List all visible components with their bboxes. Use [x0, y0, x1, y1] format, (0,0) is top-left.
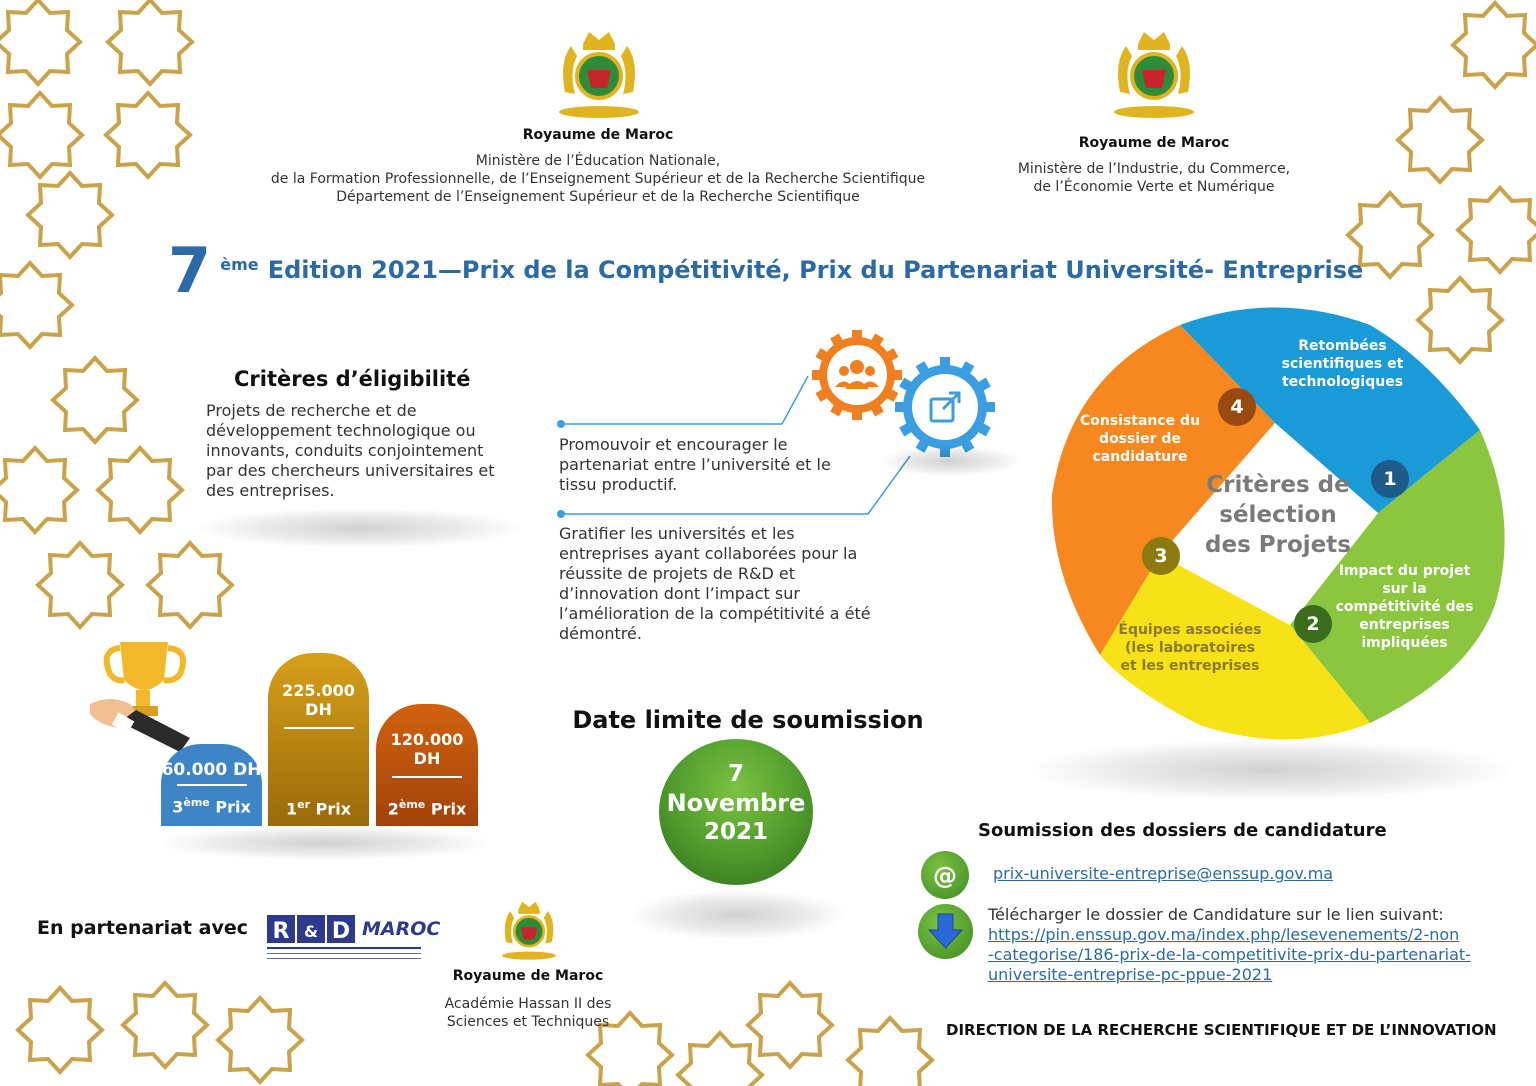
submission-heading: Soumission des dossiers de candidature — [978, 820, 1387, 841]
eligibility-text: Projets de recherche et de développement technologique ou innovants, conduits conjointement par des chercheurs universitaires et des entreprises. — [206, 401, 495, 500]
coat-of-arms-left — [553, 22, 645, 120]
academy-line: Académie Hassan II des — [444, 996, 612, 1012]
segment-4-text: Consistance du dossier de candidature — [1079, 413, 1201, 465]
deadline-year: 2021 — [703, 819, 768, 845]
email-link[interactable]: prix-universite-entreprise@enssup.gov.ma — [993, 864, 1334, 883]
rd-logo-text: MAROC — [362, 918, 441, 940]
prize-second-amount: 120.000 DH — [390, 730, 464, 768]
prize-third-amount: 60.000 DH — [161, 760, 262, 780]
prize-third-block — [161, 744, 262, 826]
deadline-day: 7 — [727, 761, 744, 787]
partnership-label: En partenariat avec — [37, 917, 248, 939]
prize-second-block — [376, 704, 478, 826]
edition-title — [168, 234, 1364, 307]
edition-title-text: Edition 2021—Prix de la Compétitivité, Prix du Partenariat Université- Entreprise — [267, 256, 1364, 284]
kingdom-title: Royaume de Maroc — [522, 127, 674, 143]
kingdom-title: Royaume de Maroc — [1078, 135, 1230, 151]
segment-4-number: 4 — [1218, 388, 1256, 426]
download-link[interactable] — [988, 925, 1478, 985]
eligibility-heading: Critères d’éligibilité — [234, 367, 471, 391]
prize-second-rank: 2 — [387, 799, 399, 818]
svg-text:D: D — [331, 919, 351, 944]
svg-text:@: @ — [933, 862, 957, 890]
direction-footer: DIRECTION DE LA RECHERCHE SCIENTIFIQUE ET DE L’INNOVATION — [946, 1021, 1497, 1039]
ministry-line: Ministère de l’Industrie, du Commerce, — [1017, 161, 1291, 177]
email-badge — [921, 851, 969, 899]
ministry-line: Département de l’Enseignement Supérieur et de la Recherche Scientifique — [336, 189, 860, 205]
download-link-line: -categorise/186-prix-de-la-competitivite-prix-du-partenariat- — [988, 945, 1471, 964]
trophy-hand — [80, 634, 190, 754]
download-intro: Télécharger le dossier de Candidature sur le lien suivant: — [988, 905, 1444, 924]
prize-second-label — [376, 798, 478, 818]
moroccan-coat-of-arms-icon — [1108, 22, 1200, 120]
gear-people — [812, 330, 902, 420]
download-link-line: https://pin.enssup.gov.ma/index.php/lesevenements/2-non — [988, 925, 1460, 944]
at-icon — [921, 851, 969, 899]
prize-first-block — [268, 653, 369, 826]
shadow — [160, 826, 490, 860]
svg-text:&: & — [304, 922, 318, 941]
prize-second-word: Prix — [430, 799, 467, 818]
segment-3-number: 3 — [1142, 537, 1180, 575]
segment-2-number: 2 — [1294, 605, 1332, 643]
kingdom-title: Royaume de Maroc — [452, 968, 604, 984]
ministry-line: de la Formation Professionnelle, de l’Enseignement Supérieur et de la Recherche Scientifique — [270, 171, 926, 187]
segment-3-text: Équipes associées (les laboratoires et les entreprises — [1118, 622, 1262, 674]
ministry-line: Ministère de l’Éducation Nationale, — [475, 153, 721, 169]
svg-text:R: R — [272, 919, 290, 944]
prize-third-suffix: ème — [183, 796, 210, 809]
shadow — [630, 890, 845, 940]
ministry-line: de l’Économie Verte et Numérique — [1033, 179, 1275, 195]
shadow — [200, 508, 520, 548]
deadline-heading: Date limite de soumission — [572, 706, 924, 734]
edition-suffix: ème — [220, 255, 259, 274]
prize-first-amount: 225.000 DH — [282, 681, 355, 719]
objective-item-2: Gratifier les universités et les entreprises ayant collaborées pour la réussite de projets de R&D et d’innovation dont l’impact sur l’amélioration de la compétitivité a été démontré. — [559, 524, 871, 643]
coat-of-arms-academy — [497, 895, 561, 961]
download-link-line: universite-entreprise-pc-ppue-2021 — [988, 965, 1273, 984]
gear-share — [895, 357, 995, 457]
moroccan-coat-of-arms-icon — [553, 22, 645, 120]
segment-2-text: Impact du projet sur la compétitivité des entreprises impliquées — [1335, 563, 1474, 651]
deadline-month: Novembre — [666, 789, 806, 817]
ministry-right — [1004, 134, 1304, 196]
moroccan-coat-of-arms-icon — [497, 895, 561, 961]
download-badge — [918, 904, 973, 959]
academy-line: Sciences et Techniques — [446, 1014, 610, 1030]
segment-1-number: 1 — [1371, 460, 1409, 498]
download-arrow-icon — [918, 904, 973, 959]
coat-of-arms-right — [1108, 22, 1200, 120]
ministry-left — [248, 126, 948, 206]
deadline-circle — [659, 739, 813, 885]
segment-1-text: Retombées scientifiques et technologiques — [1281, 338, 1404, 390]
edition-number: 7 — [168, 234, 212, 307]
prize-first-word: Prix — [315, 799, 352, 818]
prize-third-rank: 3 — [172, 797, 184, 817]
prize-third-word: Prix — [215, 797, 251, 817]
academy-block — [418, 967, 638, 1031]
prize-first-suffix: er — [297, 797, 311, 811]
prize-second-suffix: ème — [398, 797, 426, 811]
prize-first-label — [268, 798, 369, 818]
trophy-icon — [80, 634, 190, 754]
prize-third-label — [161, 796, 262, 816]
wheel-center-label: Critères de sélection des Projets — [1205, 472, 1351, 558]
objective-item-1: Promouvoir et encourager le partenariat entre l’université et le tissu productif. — [559, 435, 831, 494]
shadow — [880, 446, 1020, 476]
prize-first-rank: 1 — [285, 799, 298, 818]
